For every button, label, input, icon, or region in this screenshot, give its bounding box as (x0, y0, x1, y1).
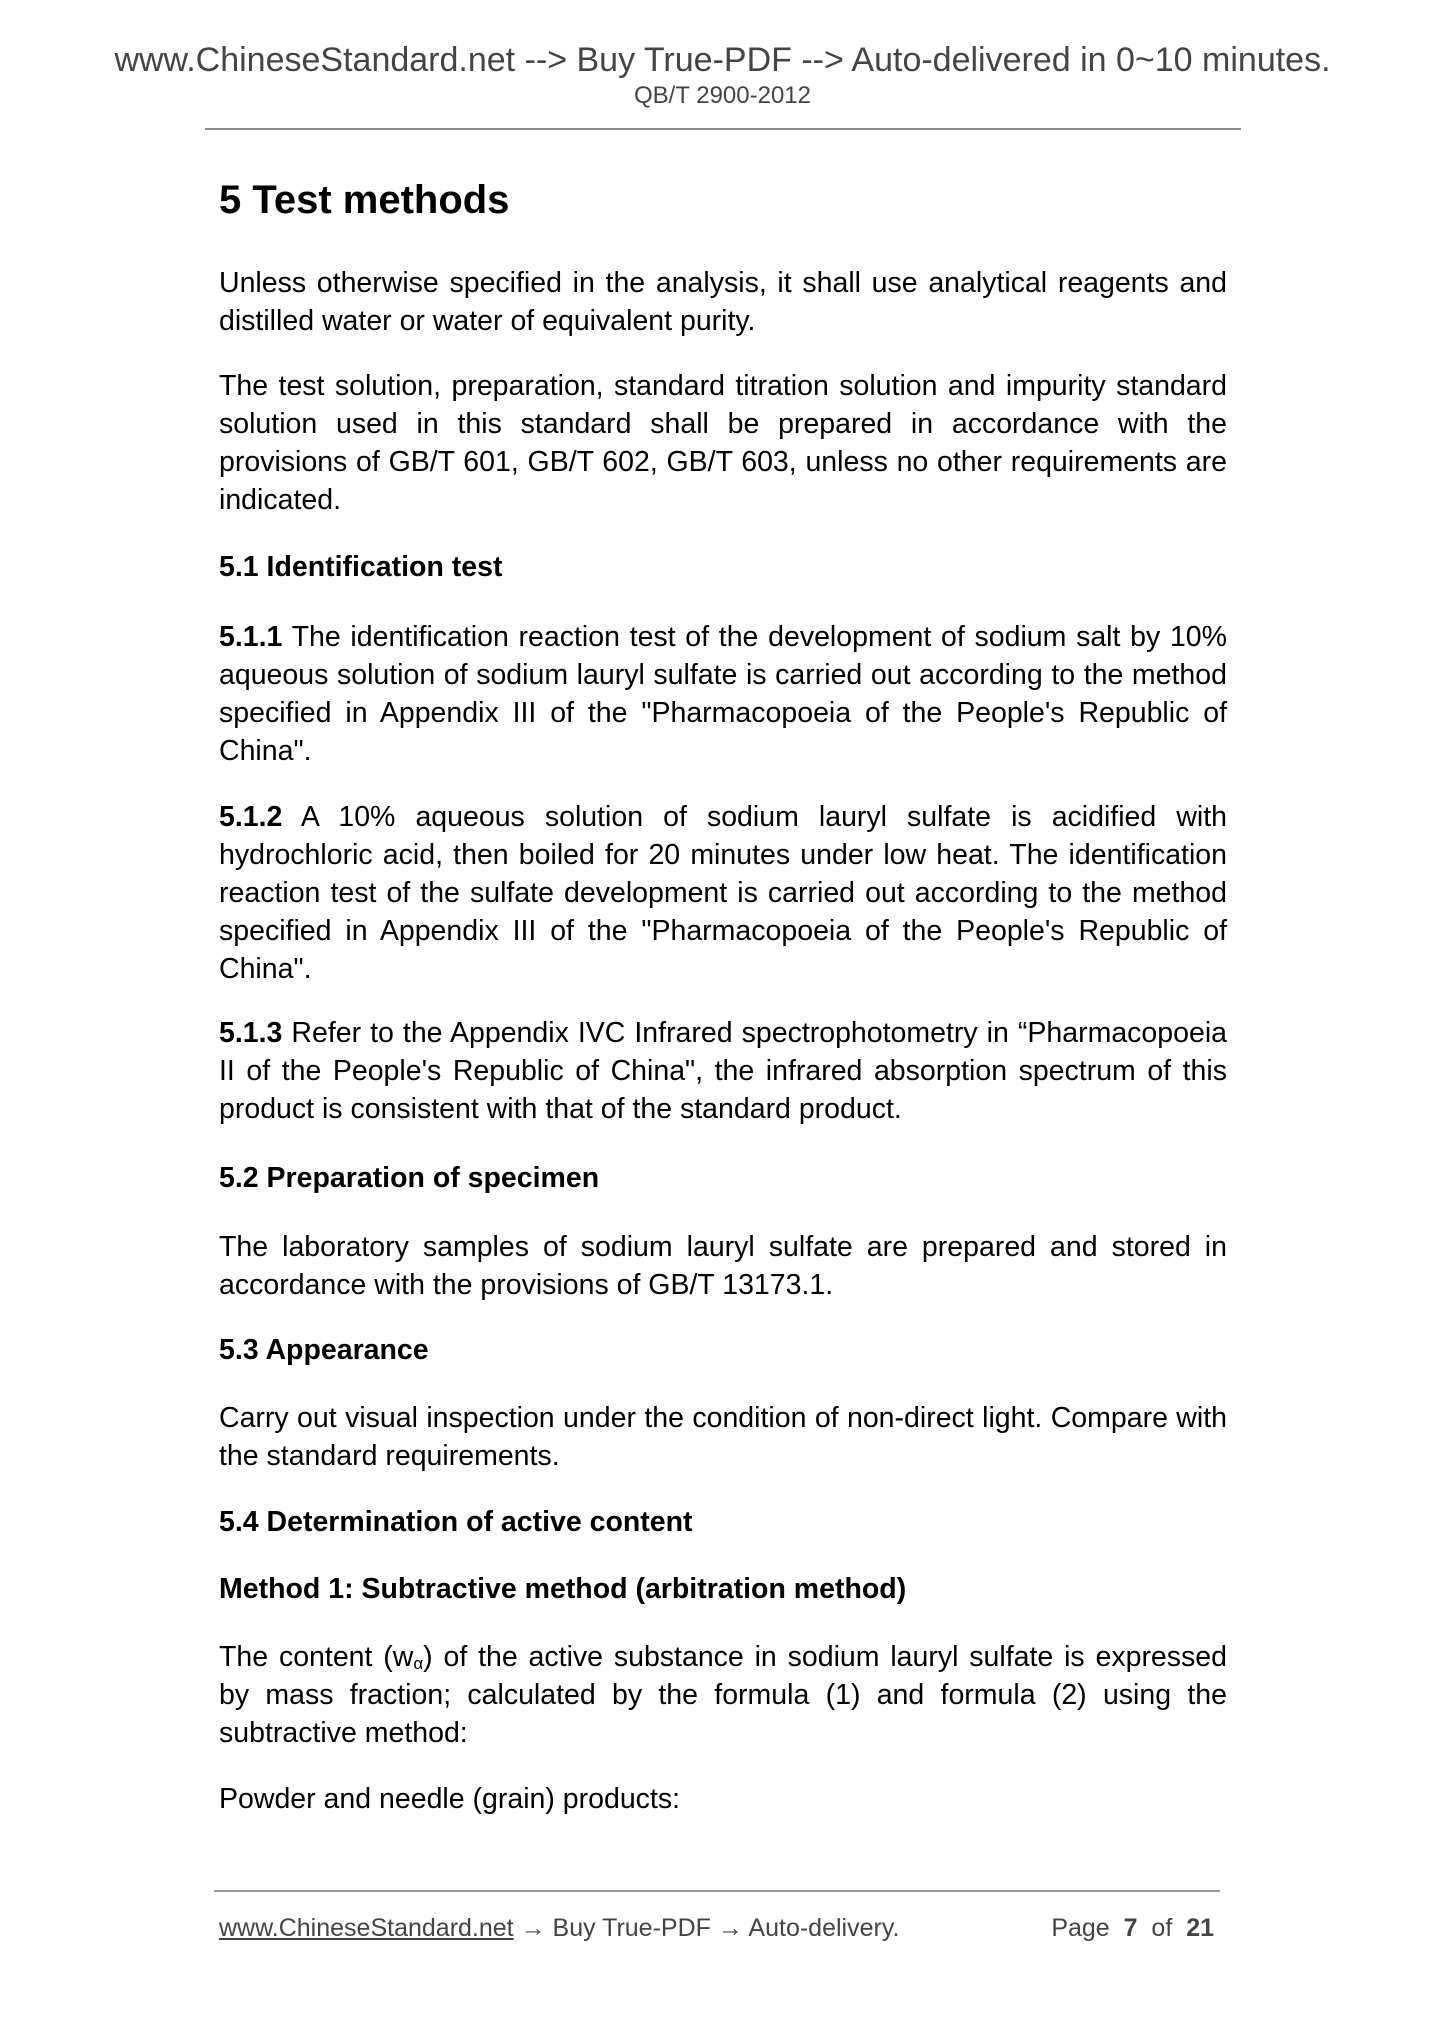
alpha-subscript: α (413, 1654, 424, 1673)
page-label: Page (1051, 1914, 1110, 1942)
header-divider (205, 128, 1241, 130)
page-indicator (1051, 1913, 1214, 1943)
clause-5-1-2 (219, 798, 1227, 988)
active-content-paragraph (219, 1638, 1227, 1752)
method-1-heading: Method 1: Subtractive method (arbitration method) (219, 1573, 907, 1605)
arrow-icon: → (710, 1914, 749, 1942)
intro-paragraph-2: The test solution, preparation, standard titration solution and impurity standard solution used in this standard shall be prepared in accordance with the provisions of GB/T 601, GB/T 602, GB/T 603, unless no other requirements are indicated. (219, 370, 1227, 516)
intro-paragraph-1: Unless otherwise specified in the analysis, it shall use analytical reagents and distilled water or water of equivalent purity. (219, 267, 1227, 337)
content-text-pre: The content (w (219, 1641, 414, 1673)
footer-buy-text: Buy True-PDF (552, 1914, 711, 1942)
clause-text: Refer to the Appendix IVC Infrared spectrophotometry in “Pharmacopoeia II of the People's Republic of China", the infrared absorption spectrum of this product is consistent with that of the standard product. (219, 1017, 1227, 1125)
subsection-heading-5-1: 5.1 Identification test (219, 551, 503, 583)
clause-number: 5.1.3 (219, 1017, 283, 1049)
subsection-heading-5-4: 5.4 Determination of active content (219, 1506, 693, 1538)
subsection-heading-5-2: 5.2 Preparation of specimen (219, 1162, 600, 1194)
clause-text: A 10% aqueous solution of sodium lauryl sulfate is acidified with hydrochloric acid, then boiled for 20 minutes under low heat. The identification reaction test of the sulfate development is carried out according to the method specified in Appendix III of the "Pharmacopoeia of the People's Republic of China". (219, 801, 1227, 985)
footer-delivery-text: Auto-delivery. (748, 1914, 900, 1942)
powder-products-label: Powder and needle (grain) products: (219, 1783, 681, 1815)
page-footer (219, 1913, 1214, 1943)
specimen-paragraph: The laboratory samples of sodium lauryl sulfate are prepared and stored in accordance with the provisions of GB/T 13173.1. (219, 1231, 1227, 1301)
page-total: 21 (1186, 1914, 1214, 1942)
clause-text: The identification reaction test of the development of sodium salt by 10% aqueous solution of sodium lauryl sulfate is carried out according to the method specified in Appendix III of the "Pharmacopoeia of the People's Republic of China". (219, 621, 1227, 767)
clause-5-1-1 (219, 618, 1227, 770)
standard-code: QB/T 2900-2012 (633, 82, 811, 109)
content-text-post: ) of the active substance in sodium lauryl sulfate is expressed by mass fraction; calculated by the formula (1) and formula (2) using the subtractive method: (219, 1641, 1227, 1749)
clause-5-1-3 (219, 1014, 1227, 1128)
page-current: 7 (1123, 1914, 1138, 1942)
page-of: of (1151, 1914, 1173, 1942)
subsection-heading-5-3: 5.3 Appearance (219, 1334, 429, 1366)
footer-site-link[interactable]: www.ChineseStandard.net (219, 1914, 514, 1942)
header-title: www.ChineseStandard.net --> Buy True-PDF --> Auto-delivered in 0~10 minutes. (114, 41, 1331, 79)
arrow-icon: → (513, 1914, 553, 1942)
appearance-paragraph: Carry out visual inspection under the condition of non-direct light. Compare with the standard requirements. (219, 1402, 1227, 1472)
section-heading: 5 Test methods (219, 178, 510, 222)
clause-number: 5.1.2 (219, 801, 283, 833)
clause-number: 5.1.1 (219, 621, 283, 653)
footer-divider (214, 1890, 1220, 1892)
